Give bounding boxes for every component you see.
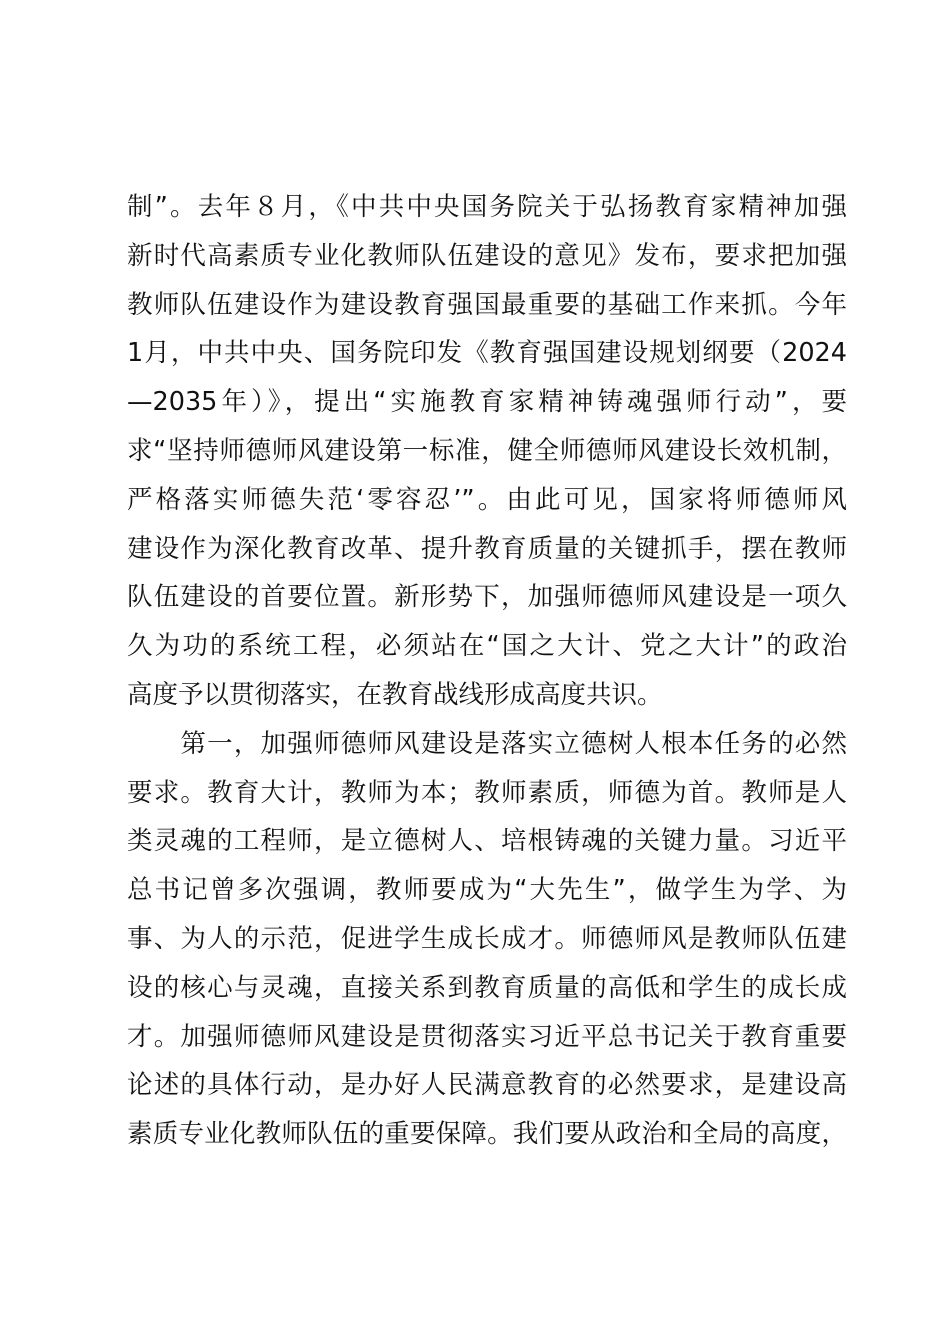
text-line: —2035年）》，提出“实施教育家精神铸魂强师行动”，要 — [127, 387, 847, 418]
text-line: 教师队伍建设作为建设教育强国最重要的基础工作来抓。今年 — [127, 289, 847, 320]
text-line: 要求。教育大计，教师为本；教师素质，师德为首。教师是人 — [127, 777, 847, 808]
text-line: 建设作为深化教育改革、提升教育质量的关键抓手，摆在教师 — [127, 533, 847, 564]
text-line: 素质专业化教师队伍的重要保障。我们要从政治和全局的高度， — [127, 1119, 847, 1150]
text-line: 队伍建设的首要位置。新形势下，加强师德师风建设是一项久 — [127, 582, 847, 613]
text-line: 总书记曾多次强调，教师要成为“大先生”，做学生为学、为 — [127, 875, 847, 906]
text-line: 设的核心与灵魂，直接关系到教育质量的高低和学生的成长成 — [127, 972, 847, 1003]
text-line: 第一，加强师德师风建设是落实立德树人根本任务的必然 — [127, 728, 847, 759]
text-line: 制”。去年８月，《中共中央国务院关于弘扬教育家精神加强 — [127, 192, 847, 222]
body-text — [127, 183, 847, 1159]
text-line: 才。加强师德师风建设是贯彻落实习近平总书记关于教育重要 — [127, 1021, 847, 1052]
text-line: 久为功的系统工程，必须站在“国之大计、党之大计”的政治 — [127, 631, 847, 662]
text-line: 严格落实师德失范‘零容忍’”。由此可见，国家将师德师风 — [127, 484, 847, 515]
text-line: 论述的具体行动，是办好人民满意教育的必然要求，是建设高 — [127, 1070, 847, 1101]
text-line: 事、为人的示范，促进学生成长成才。师德师风是教师队伍建 — [127, 923, 847, 954]
text-line: 高度予以贯彻落实，在教育战线形成高度共识。 — [127, 679, 663, 710]
text-line: 类灵魂的工程师，是立德树人、培根铸魂的关键力量。习近平 — [127, 826, 847, 857]
text-line: 1月，中共中央、国务院印发《教育强国建设规划纲要（2024 — [127, 338, 847, 369]
text-line: 求“坚持师德师风建设第一标准，健全师德师风建设长效机制， — [127, 435, 847, 466]
text-line: 新时代高素质专业化教师队伍建设的意见》发布，要求把加强 — [127, 240, 847, 271]
